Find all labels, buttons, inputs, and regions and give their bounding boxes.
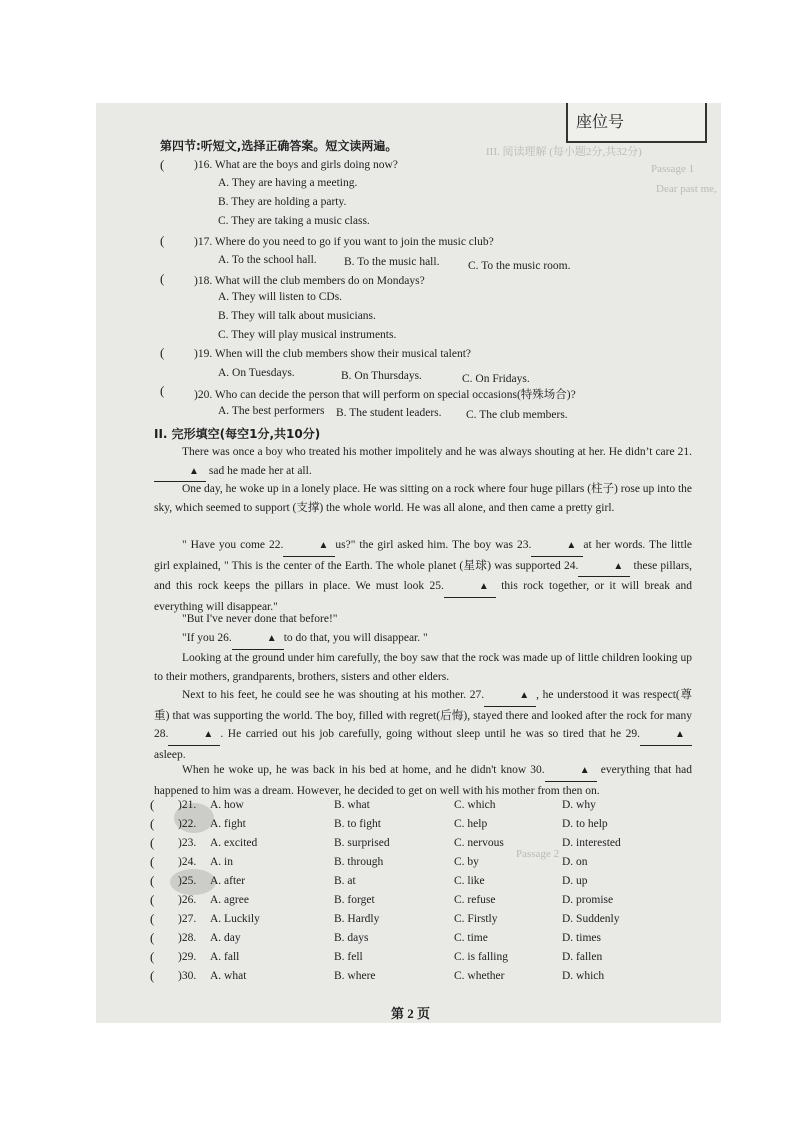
choice-22-c: C. help: [454, 818, 488, 830]
bleed-through-text: Passage 1: [651, 163, 695, 175]
option-16-b: B. They are holding a party.: [218, 196, 347, 208]
question-19: )19. When will the club members show their musical talent?: [194, 348, 472, 360]
blank-22[interactable]: ▲: [283, 536, 335, 557]
choice-22-a: A. fight: [210, 818, 246, 830]
choice-23-c: C. nervous: [454, 837, 504, 849]
choice-24-c: C. by: [454, 856, 479, 868]
choice-26-a: A. agree: [210, 894, 249, 906]
choice-num-22: )22.: [178, 818, 197, 830]
choice-30-d: D. which: [562, 970, 605, 982]
choice-29-a: A. fall: [210, 951, 240, 963]
section4-heading: 第四节:听短文,选择正确答案。短文读两遍。: [160, 139, 398, 153]
choice-22-b: B. to fight: [334, 818, 381, 830]
cloze-paragraph-2: One day, he woke up in a lonely place. He was sitting on a rock where four huge pillars (柱子) rose up into the sky, which seemed to support (支撑) the whole world. He was all alone, and then came a pretty girl.: [154, 483, 692, 514]
choice-num-30: )30.: [178, 970, 197, 982]
cloze-paragraph-3: " Have you come 22. ▲ us?" the girl asked him. The boy was 23. ▲ at her words. The little girl explained, " This is the center of the Earth. The whole planet (星球) was supported 24. ▲ these pillars, and this rock keeps the pillars in place. We must look 25. ▲ this rock together, or it will break and everything will disappear.": [154, 536, 692, 616]
choice-24-d: D. on: [562, 856, 588, 868]
choice-num-21: )21.: [178, 799, 197, 811]
cloze-paragraph-1: There was once a boy who treated his mother impolitely and he was always shouting at her. He didn’t care 21.▲ sad he made her at all.: [154, 443, 692, 482]
bleed-through-text: Dear past me,: [656, 183, 717, 195]
answer-bracket[interactable]: (: [150, 835, 155, 850]
option-20-c: C. The club members.: [466, 409, 568, 421]
option-16-a: A. They are having a meeting.: [218, 177, 358, 189]
blank-25[interactable]: ▲: [444, 577, 496, 598]
cloze-paragraph-4: "But I've never done that before!": [182, 613, 338, 625]
choice-num-24: )24.: [178, 856, 197, 868]
answer-bracket[interactable]: (: [150, 892, 155, 907]
answer-bracket[interactable]: (: [150, 930, 155, 945]
exam-page: [96, 103, 721, 1023]
choice-21-b: B. what: [334, 799, 370, 811]
answer-bracket[interactable]: (: [150, 949, 155, 964]
option-16-c: C. They are taking a music class.: [218, 215, 370, 227]
blank-21[interactable]: ▲: [154, 462, 206, 483]
choice-21-a: A. how: [210, 799, 244, 811]
bleed-through-text: III. 阅读理解 (每小题2分,共32分): [486, 146, 642, 158]
choice-22-d: D. to help: [562, 818, 608, 830]
cloze-paragraph-5: "If you 26. ▲ to do that, you will disappear. ": [154, 629, 692, 650]
choice-26-d: D. promise: [562, 894, 614, 906]
choice-26-c: C. refuse: [454, 894, 496, 906]
choice-25-d: D. up: [562, 875, 588, 887]
option-17-b: B. To the music hall.: [344, 256, 440, 268]
cloze-paragraph-8: When he woke up, he was back in his bed at home, and he didn't know 30. ▲ everything that had happened to him was a dream. However, he decided to get on well with his mother from then on.: [154, 761, 692, 800]
choice-23-a: A. excited: [210, 837, 258, 849]
choice-30-c: C. whether: [454, 970, 505, 982]
blank-24[interactable]: ▲: [578, 557, 630, 578]
choice-24-b: B. through: [334, 856, 384, 868]
page-number: 第 2 页: [391, 1006, 431, 1021]
answer-bracket[interactable]: (: [150, 797, 155, 812]
choice-21-d: D. why: [562, 799, 596, 811]
choice-23-d: D. interested: [562, 837, 621, 849]
answer-bracket[interactable]: (: [160, 383, 165, 398]
choice-25-b: B. at: [334, 875, 356, 887]
choice-24-a: A. in: [210, 856, 233, 868]
cloze-paragraph-7: Next to his feet, he could see he was shouting at his mother. 27. ▲ , he understood it was respect(尊重) that was supporting the world. The boy, filled with regret(后悔), stayed there and looked after the rock for many 28. ▲ . He carried out his job carefully, going without sleep until he was so tired that he 29. ▲asleep.: [154, 686, 692, 764]
choice-23-b: B. surprised: [334, 837, 390, 849]
choice-27-a: A. Luckily: [210, 913, 260, 925]
choice-30-a: A. what: [210, 970, 247, 982]
answer-bracket[interactable]: (: [150, 816, 155, 831]
option-19-b: B. On Thursdays.: [341, 370, 422, 382]
choice-21-c: C. which: [454, 799, 496, 811]
choice-30-b: B. where: [334, 970, 376, 982]
answer-bracket[interactable]: (: [150, 854, 155, 869]
option-19-a: A. On Tuesdays.: [218, 367, 295, 379]
choice-29-d: D. fallen: [562, 951, 603, 963]
choice-27-b: B. Hardly: [334, 913, 380, 925]
option-18-a: A. They will listen to CDs.: [218, 291, 343, 303]
answer-bracket[interactable]: (: [160, 271, 165, 286]
choice-28-a: A. day: [210, 932, 241, 944]
section2-heading: II. 完形填空(每空1分,共10分): [154, 427, 321, 441]
option-20-a: A. The best performers: [218, 405, 325, 417]
answer-bracket[interactable]: (: [150, 968, 155, 983]
question-17: )17. Where do you need to go if you want to join the music club?: [194, 236, 494, 248]
answer-bracket[interactable]: (: [160, 345, 165, 360]
choice-28-c: C. time: [454, 932, 488, 944]
blank-26[interactable]: ▲: [232, 629, 284, 650]
answer-bracket[interactable]: (: [160, 157, 165, 172]
question-20: )20. Who can decide the person that will perform on special occasions(特殊场合)?: [194, 389, 576, 401]
option-17-a: A. To the school hall.: [218, 254, 317, 266]
answer-bracket[interactable]: (: [150, 873, 155, 888]
seat-number-box: [566, 103, 707, 143]
cloze-paragraph-6: Looking at the ground under him carefully, the boy saw that the rock was made up of little children looking up to their mothers, grandparents, brothers, sisters and other elders.: [154, 652, 692, 683]
choice-num-27: )27.: [178, 913, 197, 925]
choice-27-c: C. Firstly: [454, 913, 498, 925]
option-18-b: B. They will talk about musicians.: [218, 310, 376, 322]
bleed-through-text: Passage 2: [516, 848, 560, 860]
question-16: )16. What are the boys and girls doing now?: [194, 159, 398, 171]
choice-25-a: A. after: [210, 875, 246, 887]
choice-28-b: B. days: [334, 932, 369, 944]
option-20-b: B. The student leaders.: [336, 407, 442, 419]
question-18: )18. What will the club members do on Mondays?: [194, 275, 425, 287]
choice-29-c: C. is falling: [454, 951, 508, 963]
choice-26-b: B. forget: [334, 894, 375, 906]
option-17-c: C. To the music room.: [468, 260, 571, 272]
blank-28[interactable]: ▲: [168, 725, 220, 746]
blank-23[interactable]: ▲: [531, 536, 583, 557]
choice-num-23: )23.: [178, 837, 197, 849]
choice-num-28: )28.: [178, 932, 197, 944]
choice-29-b: B. fell: [334, 951, 363, 963]
answer-bracket[interactable]: (: [160, 233, 165, 248]
choice-num-25: )25.: [178, 875, 197, 887]
choice-27-d: D. Suddenly: [562, 913, 620, 925]
choice-num-29: )29.: [178, 951, 197, 963]
option-19-c: C. On Fridays.: [462, 373, 530, 385]
choice-num-26: )26.: [178, 894, 197, 906]
answer-bracket[interactable]: (: [150, 911, 155, 926]
choice-28-d: D. times: [562, 932, 601, 944]
option-18-c: C. They will play musical instruments.: [218, 329, 397, 341]
blank-29[interactable]: ▲: [640, 725, 692, 746]
blank-27[interactable]: ▲: [484, 686, 536, 707]
blank-30[interactable]: ▲: [545, 761, 597, 782]
seat-number-label: 座位号: [576, 114, 625, 131]
choice-25-c: C. like: [454, 875, 485, 887]
